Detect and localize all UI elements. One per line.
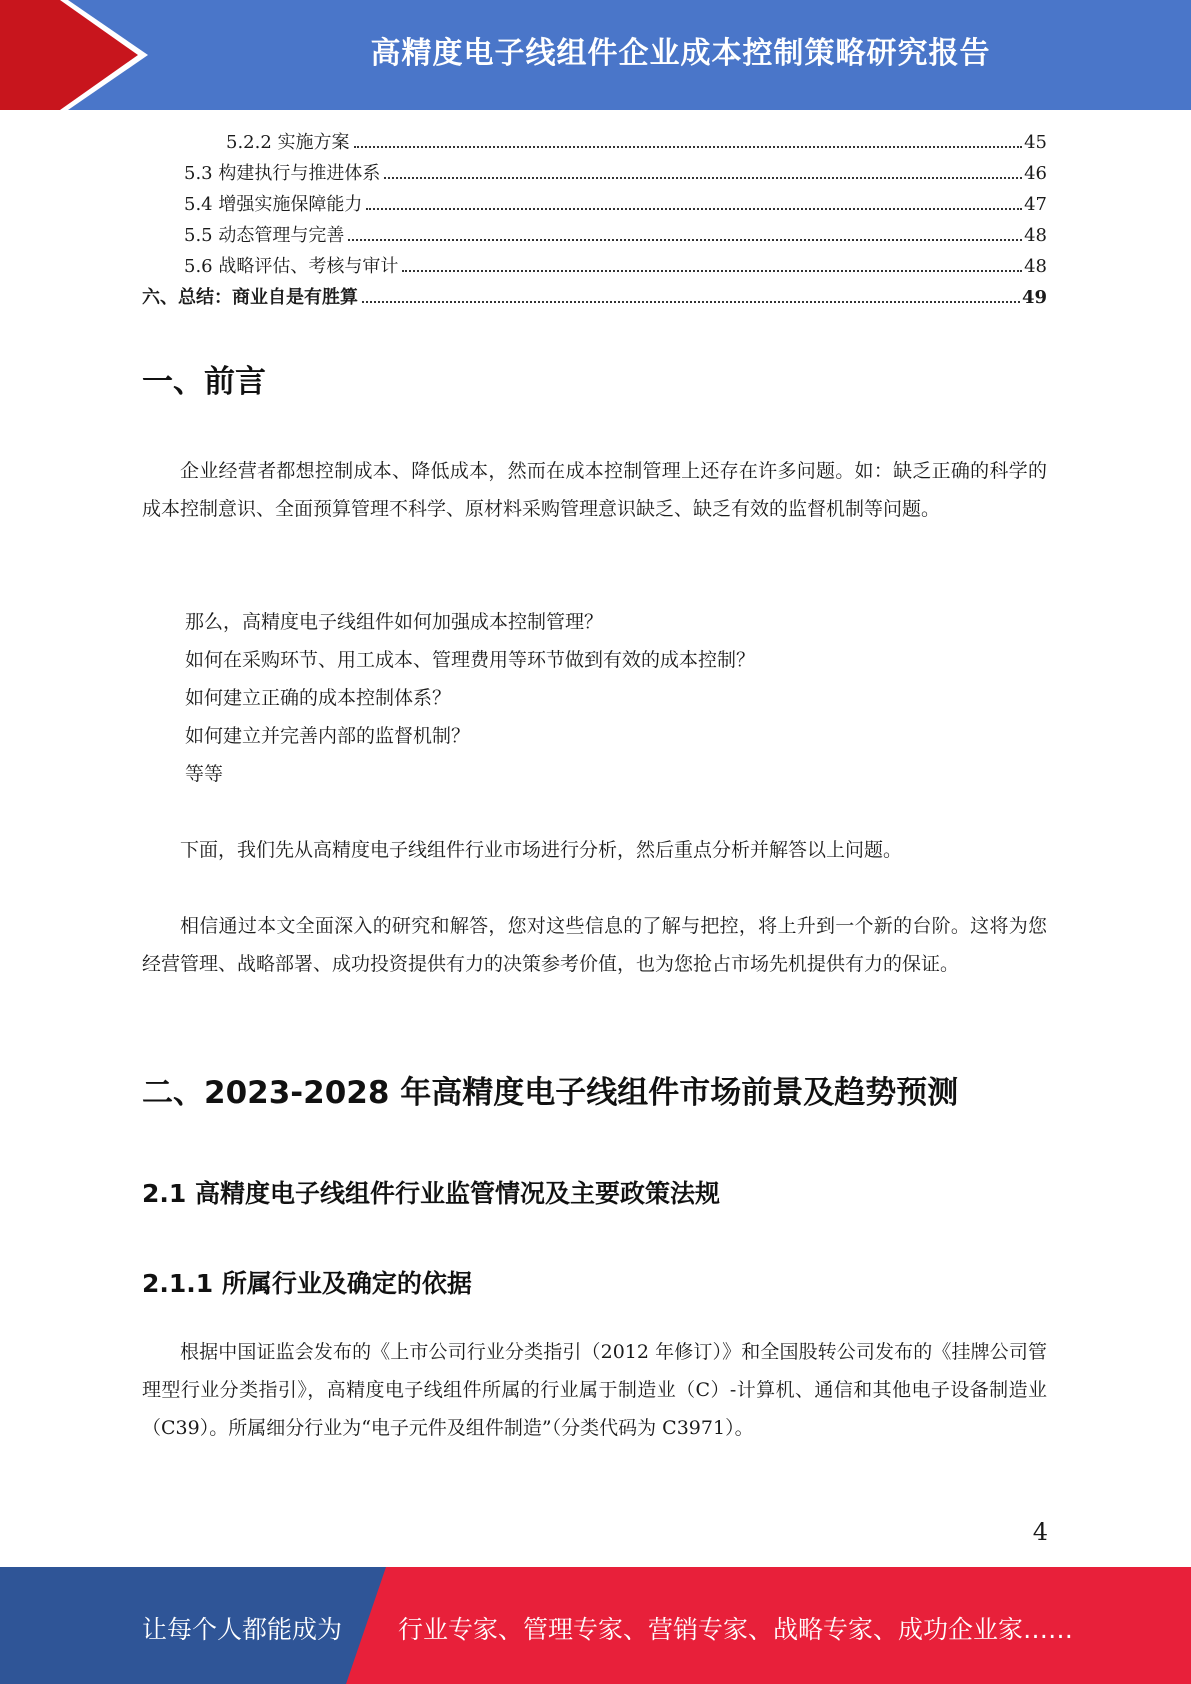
footer-slogan-left: 让每个人都能成为 — [142, 1615, 343, 1644]
toc-entry-label: 5.2.2 实施方案 — [226, 132, 350, 153]
paragraph: 相信通过本文全面深入的研究和解答，您对这些信息的了解与把控，将上升到一个新的台阶。这将为您经营管理、战略部署、成功投资提供有力的决策参考价值，也为您抢占市场先机提供有力的保证。 — [142, 915, 1047, 975]
subsection-heading-2-1-1: 2.1.1 所属行业及确定的依据 — [142, 1269, 472, 1298]
list-item: 如何建立并完善内部的监督机制？ — [185, 725, 471, 747]
toc-entry[interactable] — [142, 252, 1047, 283]
toc-leader — [354, 145, 1023, 148]
header-arrow-decoration — [0, 0, 160, 110]
toc-entry-label: 5.4 增强实施保障能力 — [184, 194, 363, 215]
question-list — [185, 603, 1045, 793]
section-heading-preface: 一、前言 — [142, 364, 266, 400]
toc-entry[interactable] — [142, 283, 1047, 314]
toc-entry-page: 48 — [1024, 225, 1047, 246]
toc-entry-page: 46 — [1024, 163, 1047, 184]
toc-leader — [384, 176, 1022, 179]
list-item: 如何在采购环节、用工成本、管理费用等环节做到有效的成本控制？ — [185, 649, 756, 671]
list-item: 等等 — [185, 763, 224, 785]
section-heading-chapter-2: 二、2023-2028 年高精度电子线组件市场前景及趋势预测 — [142, 1075, 959, 1111]
toc-entry-label: 5.6 战略评估、考核与审计 — [184, 256, 399, 277]
subsection-heading-2-1: 2.1 高精度电子线组件行业监管情况及主要政策法规 — [142, 1179, 720, 1208]
toc-leader — [348, 238, 1022, 241]
table-of-contents — [142, 128, 1047, 314]
toc-entry-page: 49 — [1021, 287, 1047, 308]
toc-entry-page: 47 — [1024, 194, 1047, 215]
footer-slogan-right: 行业专家、管理专家、营销专家、战略专家、成功企业家…… — [398, 1615, 1074, 1644]
report-title: 高精度电子线组件企业成本控制策略研究报告 — [370, 36, 991, 71]
toc-entry-page: 48 — [1024, 256, 1047, 277]
toc-entry[interactable] — [142, 128, 1047, 159]
list-item: 那么，高精度电子线组件如何加强成本控制管理？ — [185, 611, 604, 633]
toc-entry-label: 5.5 动态管理与完善 — [184, 225, 345, 246]
toc-leader — [366, 207, 1022, 210]
toc-entry[interactable] — [142, 159, 1047, 190]
toc-entry-label: 5.3 构建执行与推进体系 — [184, 163, 381, 184]
paragraph: 根据中国证监会发布的《上市公司行业分类指引（2012 年修订）》和全国股转公司发布的《挂牌公司管理型行业分类指引》，高精度电子线组件所属的行业属于制造业（C）-计算机、通信和其他电子设备制造业（C39）。所属细分行业为“电子元件及组件制造”（分类代码为 C3971）。 — [142, 1341, 1047, 1439]
page-number: 4 — [1032, 1518, 1048, 1546]
toc-entry[interactable] — [142, 221, 1047, 252]
list-item: 如何建立正确的成本控制体系？ — [185, 687, 452, 709]
toc-entry[interactable] — [142, 190, 1047, 221]
toc-leader — [402, 269, 1022, 272]
toc-entry-label: 六、总结：商业自是有胜算 — [142, 287, 358, 308]
paragraph: 下面，我们先从高精度电子线组件行业市场进行分析，然后重点分析并解答以上问题。 — [180, 839, 903, 861]
paragraph: 企业经营者都想控制成本、降低成本，然而在成本控制管理上还存在许多问题。如：缺乏正确的科学的成本控制意识、全面预算管理不科学、原材料采购管理意识缺乏、缺乏有效的监督机制等问题。 — [142, 460, 1047, 520]
toc-leader — [362, 300, 1020, 303]
toc-entry-page: 45 — [1024, 132, 1047, 153]
